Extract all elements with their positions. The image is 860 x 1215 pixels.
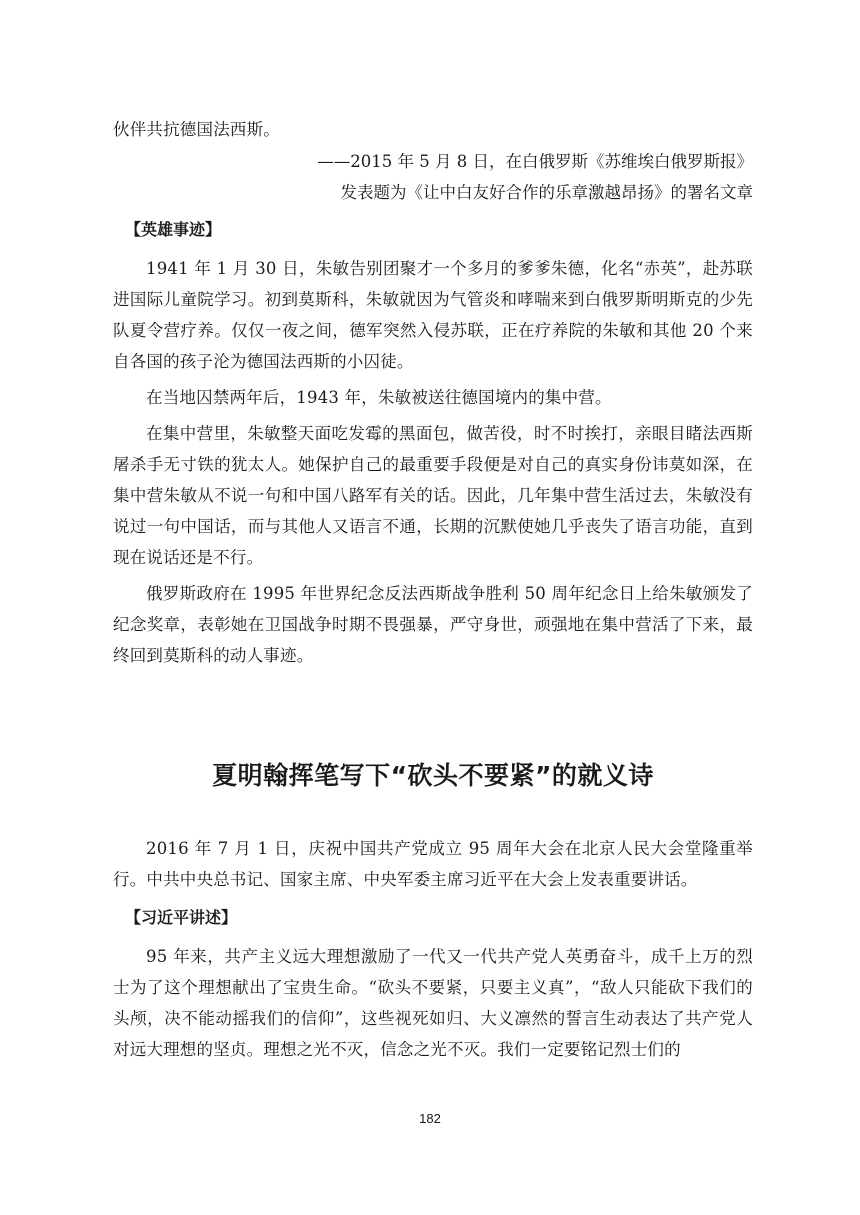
intro-paragraph: 2016 年 7 月 1 日，庆祝中国共产党成立 95 周年大会在北京人民大会堂隆重举行。中共中央总书记、国家主席、中央军委主席习近平在大会上发表重要讲话。 bbox=[113, 839, 753, 889]
hero-story bbox=[113, 253, 753, 671]
section-label-hero-deeds: 【英雄事迹】 bbox=[125, 220, 222, 239]
story-paragraph: 在集中营里，朱敏整天面吃发霉的黑面包，做苦役，时不时挨打，亲眼目睹法西斯屠杀手无寸铁的犹太人。她保护自己的最重要手段便是对自己的真实身份讳莫如深，在集中营朱敏从不说一句和中国八路军有关的话。因此，几年集中营生活过去，朱敏没有说过一句中国话，而与其他人又语言不通，长期的沉默使她几乎丧失了语言功能，直到现在说话还是不行。 bbox=[113, 424, 753, 567]
article-title: 夏明翰挥笔写下“砍头不要紧”的就义诗 bbox=[212, 761, 654, 790]
source-attribution bbox=[113, 146, 753, 208]
section-label-xi-narration: 【习近平讲述】 bbox=[125, 908, 238, 927]
story-paragraph: 1941 年 1 月 30 日，朱敏告别团聚才一个多月的爹爹朱德，化名“赤英”，赴苏联进国际儿童院学习。初到莫斯科，朱敏就因为气管炎和哮喘来到白俄罗斯明斯克的少先队夏令营疗养。仅仅一夜之间，德军突然入侵苏联，正在疗养院的朱敏和其他 20 个来自各国的孩子沦为德国法西斯的小囚徒。 bbox=[113, 259, 753, 371]
speech-paragraph: 95 年来，共产主义远大理想激励了一代又一代共产党人英勇奋斗，成千上万的烈士为了这个理想献出了宝贵生命。“砍头不要紧，只要主义真”，“敌人只能砍下我们的头颅，决不能动摇我们的信仰”，这些视死如归、大义凛然的誓言生动表达了共产党人对远大理想的坚贞。理想之光不灭，信念之光不灭。我们一定要铭记烈士们的 bbox=[113, 947, 753, 1059]
story-paragraph: 俄罗斯政府在 1995 年世界纪念反法西斯战争胜利 50 周年纪念日上给朱敏颁发了纪念奖章，表彰她在卫国战争时期不畏强暴，严守身世，顽强地在集中营活了下来，最终回到莫斯科的动人事迹。 bbox=[113, 584, 753, 665]
carryover-paragraph: 伙伴共抗德国法西斯。 bbox=[113, 120, 280, 139]
page-number: 182 bbox=[419, 1111, 441, 1126]
attribution-line-2: 发表题为《让中白友好合作的乐章激越昂扬》的署名文章 bbox=[340, 183, 753, 202]
story-paragraph: 在当地囚禁两年后，1943 年，朱敏被送往德国境内的集中营。 bbox=[146, 388, 612, 407]
attribution-line-1: ——2015 年 5 月 8 日，在白俄罗斯《苏维埃白俄罗斯报》 bbox=[317, 152, 753, 171]
document-page bbox=[113, 0, 753, 1215]
